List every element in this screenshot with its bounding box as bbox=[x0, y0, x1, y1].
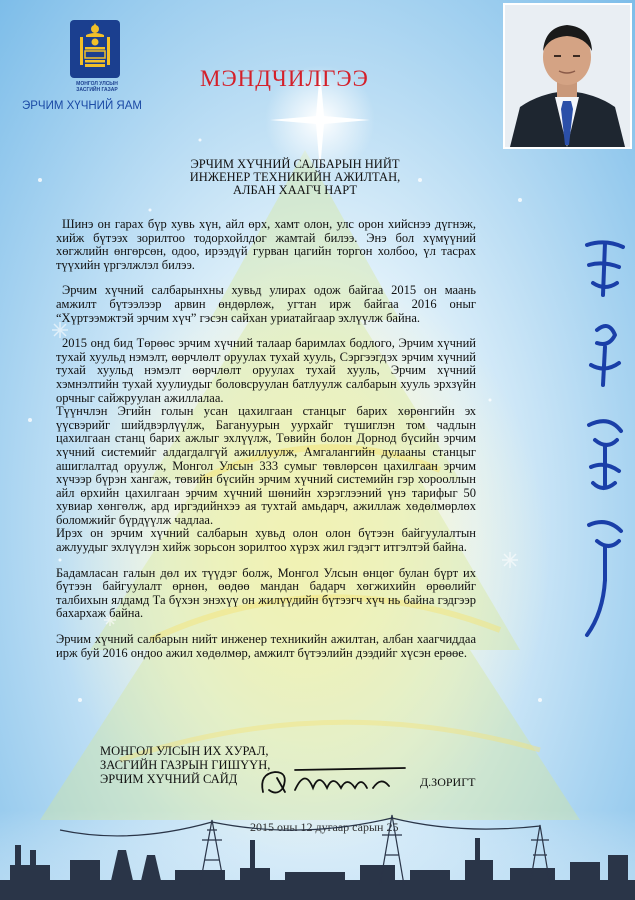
logo-caption-line2: ЗАСГИЙН ГАЗАР bbox=[76, 87, 118, 93]
ministry-name: ЭРЧИМ ХҮЧНИЙ ЯАМ bbox=[22, 100, 142, 112]
paragraph-1: Шинэ он гарах бүр хувь хүн, айл өрх, хамт олон, улс орон хийснээ дүгнэж, хийж бүтээх зорилтоо тодорхойлдог жамтай билээ. Энэ бол хүмүүний хөгжлийн өнгөрсөн, одоо, ирээдүй гурван цагийн торгон холбоо, үл тасрах түүхийн үргэлжлэл билээ. bbox=[56, 217, 476, 272]
power-grid-skyline bbox=[0, 810, 635, 900]
paragraph-3: 2015 онд бид Төрөөс эрчим хүчний талаар баримлах бодлого, Эрчим хүчний тухай хуульд нэмэлт, өөрчлөлт оруулах тухай хууль, Сэргээгдэх эрчим хүчний тухай хуульд нэмэлт өөрчлөлт оруулах тухай хууль, Эрчим хүчний хэмнэлтийн тухай хуулиудыг боловсруулан батлуулж салбарын хууль эрхзүйн орчныг сайжруулан ажиллалаа. bbox=[56, 336, 476, 405]
paragraph-6: Бадамласан галын дөл их түүдэг болж, Монгол Улсын өнцөг булан бүрт их бүтээн байгуулалт өрнөн, өөдөө мандан бадарч хөгжихийн өрөөлийг талбихын ялдамд Та бүхэн энэхүү он жилүүдийн бүтээгч хүч нь байна гэдгээр бахархаж байна. bbox=[56, 565, 476, 621]
logo-caption bbox=[74, 81, 120, 93]
portrait-image bbox=[505, 5, 630, 147]
mongolian-calligraphy-icon bbox=[575, 235, 635, 645]
signature-title-line2: ЗАСГИЙН ГАЗРЫН ГИШҮҮН, bbox=[100, 758, 271, 772]
address-heading bbox=[140, 158, 450, 197]
paragraph-2: Эрчим хүчний салбарынхны хувьд улирах одож байгаа 2015 он маань амжилт бүтээлээр арвин өндөрлөж, угтан ирж байгаа 2016 оныг “Хүртээмжтэй эрчим хүч” гэсэн сайхан уриатайгаар эхлүүлж байна. bbox=[56, 283, 476, 325]
minister-portrait bbox=[503, 3, 632, 149]
address-line3: АЛБАН ХААГЧ НАРТ bbox=[232, 183, 358, 197]
signature-title-line3: ЭРЧИМ ХҮЧНИЙ САЙД bbox=[100, 772, 238, 786]
signature-block bbox=[100, 744, 270, 786]
paragraph-5: Ирэх он эрчим хүчний салбарын хувьд олон олон бүтээн байгуулалтын ажлуудыг эхлүүлэн хийж зорьсон зорилтоо хүрэх жил гэдэгт итгэлтэй байна. bbox=[56, 526, 476, 555]
soyombo-emblem-icon bbox=[70, 20, 120, 80]
paragraph-4: Түүнчлэн Эгийн голын усан цахилгаан станцыг барих хөрөнгийн эх үүсвэрийг шийдвэрлүүлж, Багануурын уурхайг түшиглэн том чадлын цахилгаан станц барих ажлыг эхлүүлж, Төвийн болон Дорнод бүсийн эрчим хүчний системийг алдагдалгүй ажиллуулж, Амгалангийн дулааны станцыг ашиглалтад оруулж, Монгол Улсын 333 сумыг төвлөрсөн цахилгаан эрчим хүчээр бүрэн хангаж, төвийн бүсийн эрчим хүчний системийн гэр хорооллын айл өрхийн цахилгаан эрчим хүчний шөнийн хэрэглээний үнэ тарифыг 50 хувиар хөнгөлж, ард иргэдийнхээ ая тухтай амьдарч, ажиллаж хөдөлмөрлөх боломжийг бүрдүүлж чадлаа. bbox=[56, 404, 476, 527]
page-title: МЭНДЧИЛГЭЭ bbox=[200, 66, 369, 91]
signature-title-line1: МОНГОЛ УЛСЫН ИХ ХУРАЛ, bbox=[100, 744, 269, 758]
logo-caption-line1: МОНГОЛ УЛСЫН bbox=[76, 81, 118, 87]
handwritten-signature bbox=[255, 762, 415, 802]
address-line1: ЭРЧИМ ХҮЧНИЙ САЛБАРЫН НИЙТ bbox=[190, 157, 400, 171]
minister-name: Д.ЗОРИГТ bbox=[420, 775, 476, 789]
letter-body bbox=[56, 218, 476, 660]
paragraph-7: Эрчим хүчний салбарын нийт инженер техникийн ажилтан, албан хаагчиддаа ирж буй 2016 ондоо ажил хөдөлмөр, амжилт бүтээлийн дээдийг хүсэн ерөөе. bbox=[56, 632, 476, 660]
address-line2: ИНЖЕНЕР ТЕХНИКИЙН АЖИЛТАН, bbox=[189, 170, 401, 184]
